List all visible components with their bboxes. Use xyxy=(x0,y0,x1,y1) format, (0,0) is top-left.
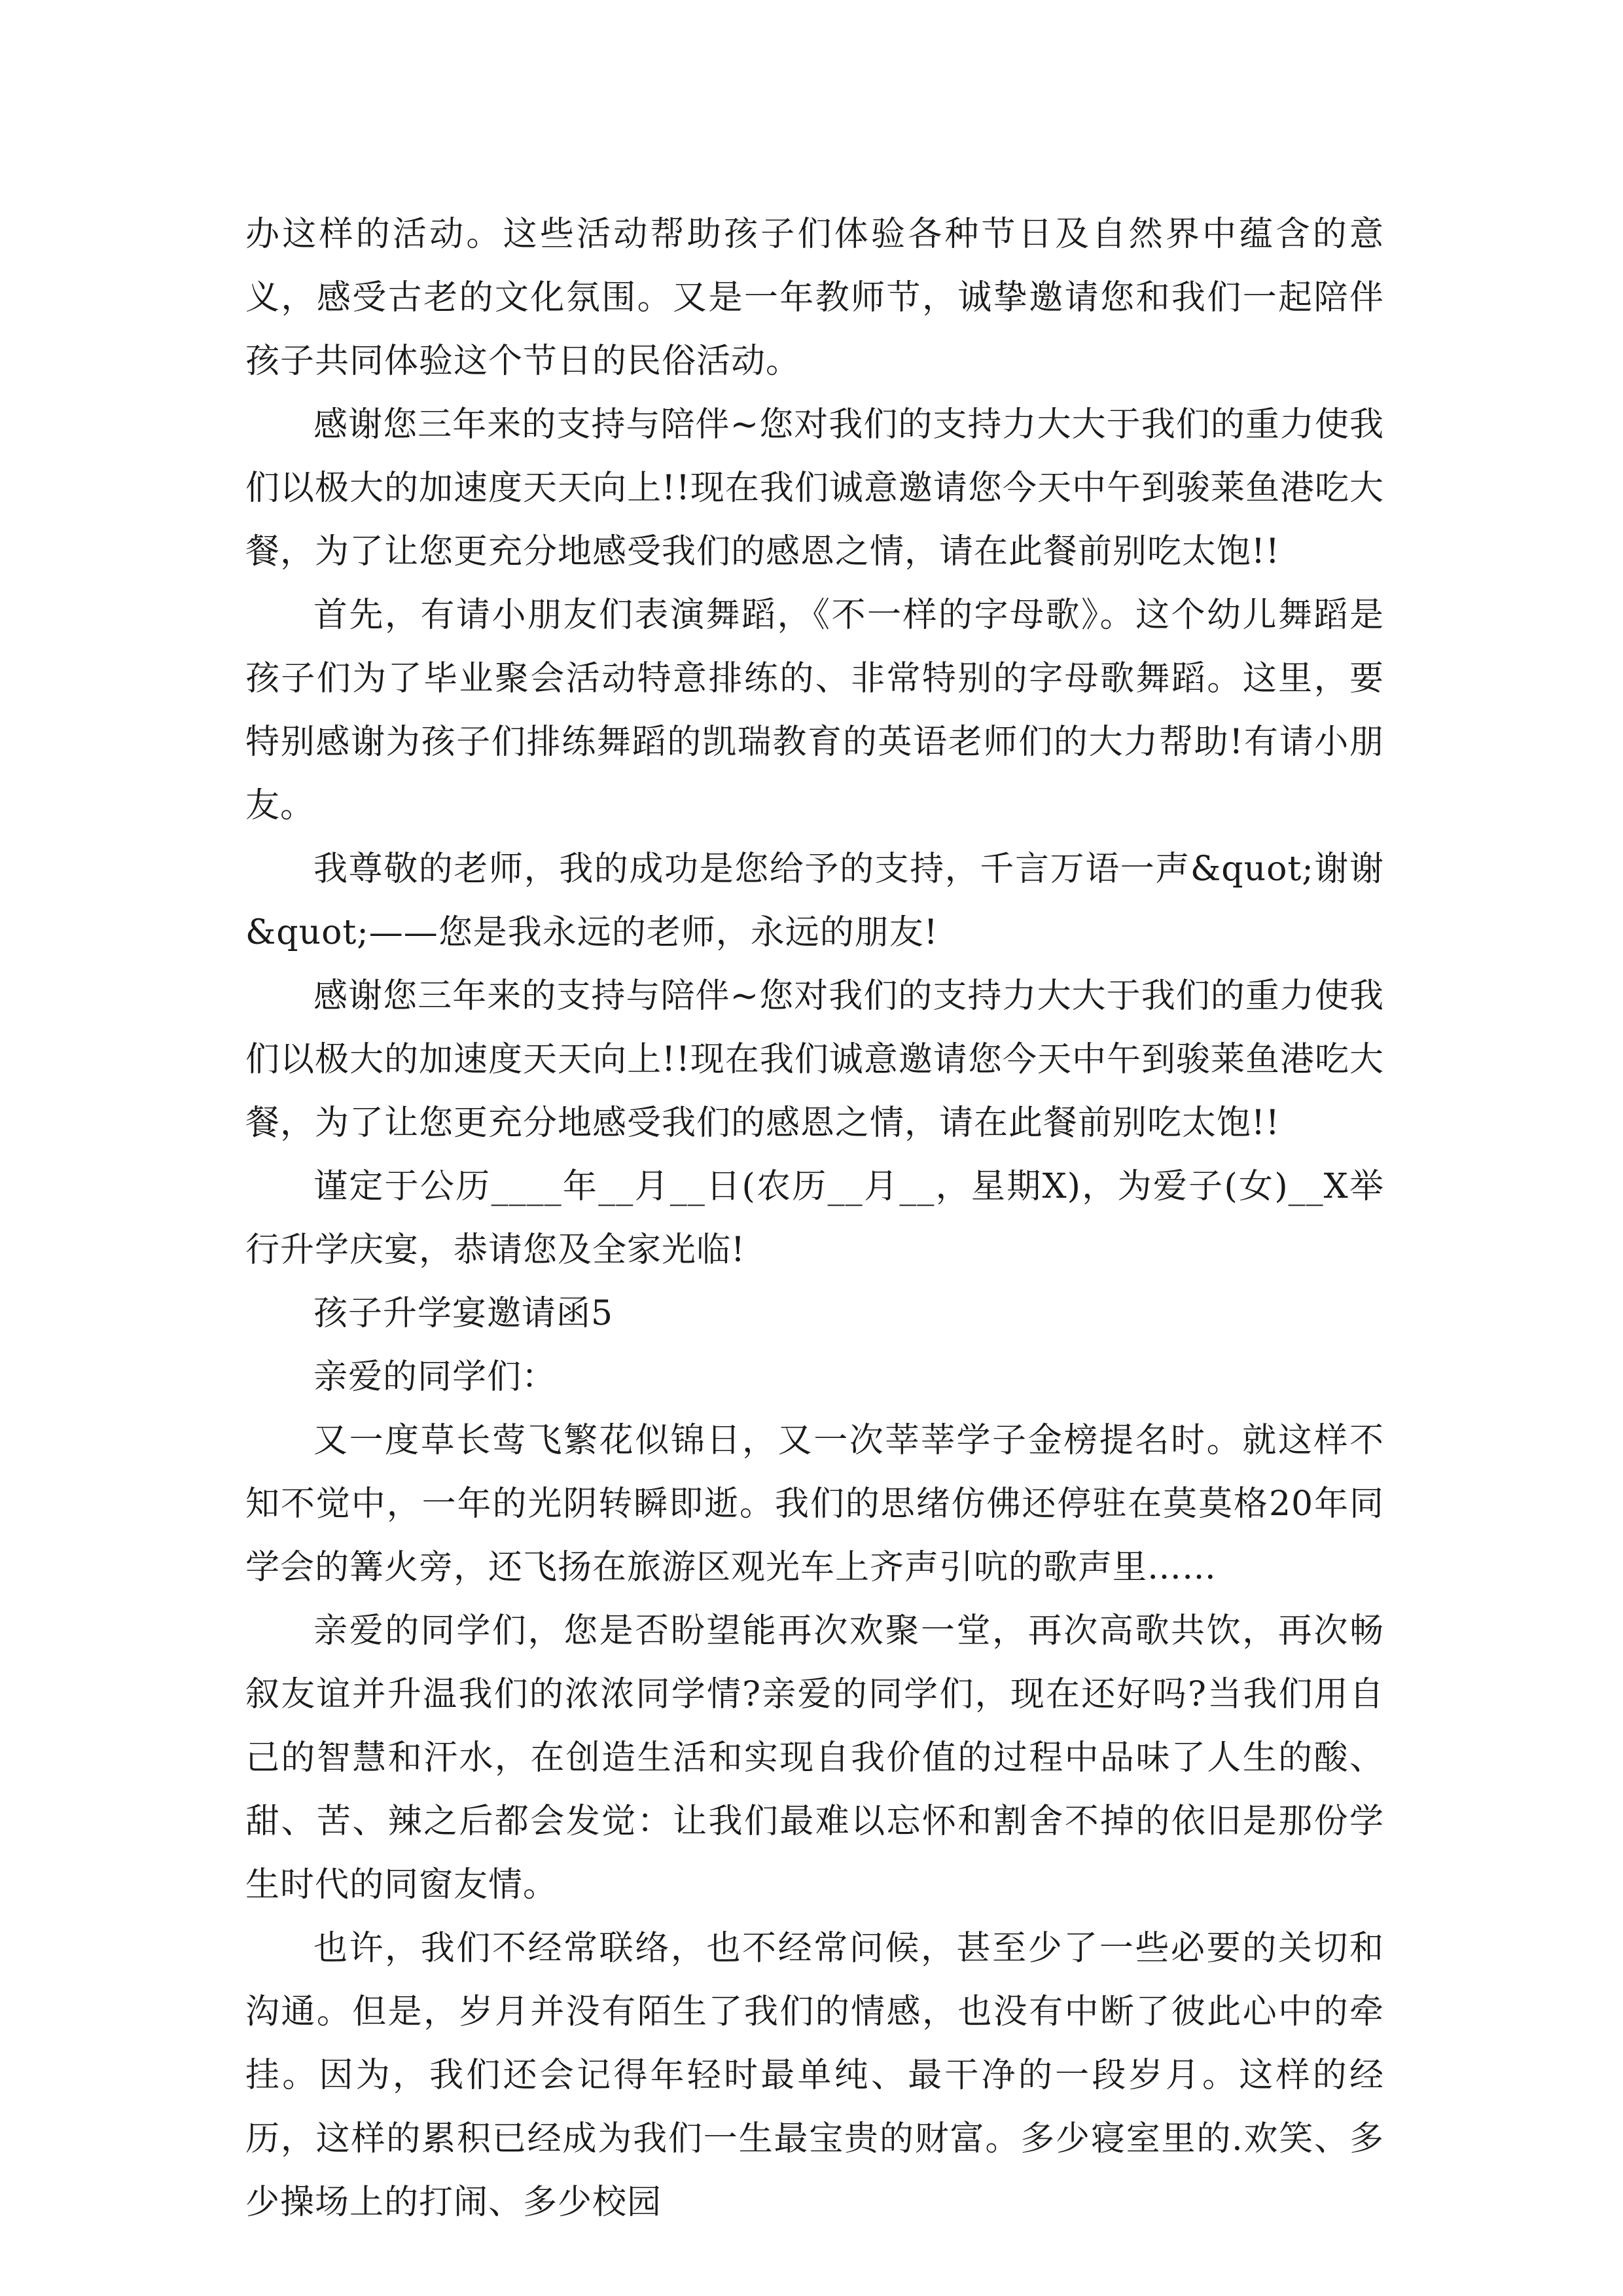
paragraph-thanks-support-repeat: 感谢您三年来的支持与陪伴~您对我们的支持力大大于我们的重力使我们以极大的加速度天天向上!!现在我们诚意邀请您今天中午到骏莱鱼港吃大餐，为了让您更充分地感受我们的感恩之情，请在此餐前别吃太饱!! xyxy=(245,977,1384,1143)
paragraph-graduation-season: 又一度草长莺飞繁花似锦日，又一次莘莘学子金榜提名时。就这样不知不觉中，一年的光阴转瞬即逝。我们的思绪仿佛还停驻在莫莫格20年同学会的篝火旁，还飞扬在旅游区观光车上齐声引吭的歌声里…… xyxy=(245,1421,1384,1587)
paragraph-reunion-wish: 亲爱的同学们，您是否盼望能再次欢聚一堂，再次高歌共饮，再次畅叙友谊并升温我们的浓浓同学情?亲爱的同学们，现在还好吗?当我们用自己的智慧和汗水，在创造生活和实现自我价值的过程中品味了人生的酸、甜、苦、辣之后都会发觉：让我们最难以忘怀和割舍不掉的依旧是那份学生时代的同窗友情。 xyxy=(245,1611,1384,1905)
paragraph-dance-performance: 首先，有请小朋友们表演舞蹈，《不一样的字母歌》。这个幼儿舞蹈是孩子们为了毕业聚会活动特意排练的、非常特别的字母歌舞蹈。这里，要特别感谢为孩子们排练舞蹈的凯瑞教育的英语老师们的大力帮助!有请小朋友。 xyxy=(245,596,1384,825)
paragraph-respected-teacher: 我尊敬的老师，我的成功是您给予的支持，千言万语一声&quot;谢谢&quot;——您是我永远的老师，永远的朋友! xyxy=(245,850,1384,952)
document-body xyxy=(245,203,1384,2234)
paragraph-banquet-date: 谨定于公历____年__月__日(农历__月__，星期X)，为爱子(女)__X举行升学庆宴，恭请您及全家光临! xyxy=(245,1167,1384,1270)
salutation: 亲爱的同学们： xyxy=(313,1357,557,1397)
paragraph-memories: 也许，我们不经常联络，也不经常问候，甚至少了一些必要的关切和沟通。但是，岁月并没有陌生了我们的情感，也没有中断了彼此心中的牵挂。因为，我们还会记得年轻时最单纯、最干净的一段岁月。这样的经历，这样的累积已经成为我们一生最宝贵的财富。多少寝室里的.欢笑、多少操场上的打闹、多少校园 xyxy=(245,1929,1384,2222)
section-title: 孩子升学宴邀请函5 xyxy=(313,1294,614,1333)
paragraph-continuation: 办这样的活动。这些活动帮助孩子们体验各种节日及自然界中蕴含的意义，感受古老的文化氛围。又是一年教师节，诚挚邀请您和我们一起陪伴孩子共同体验这个节日的民俗活动。 xyxy=(245,215,1384,381)
paragraph-thanks-support: 感谢您三年来的支持与陪伴~您对我们的支持力大大于我们的重力使我们以极大的加速度天天向上!!现在我们诚意邀请您今天中午到骏莱鱼港吃大餐，为了让您更充分地感受我们的感恩之情，请在此餐前别吃太饱!! xyxy=(245,405,1384,571)
